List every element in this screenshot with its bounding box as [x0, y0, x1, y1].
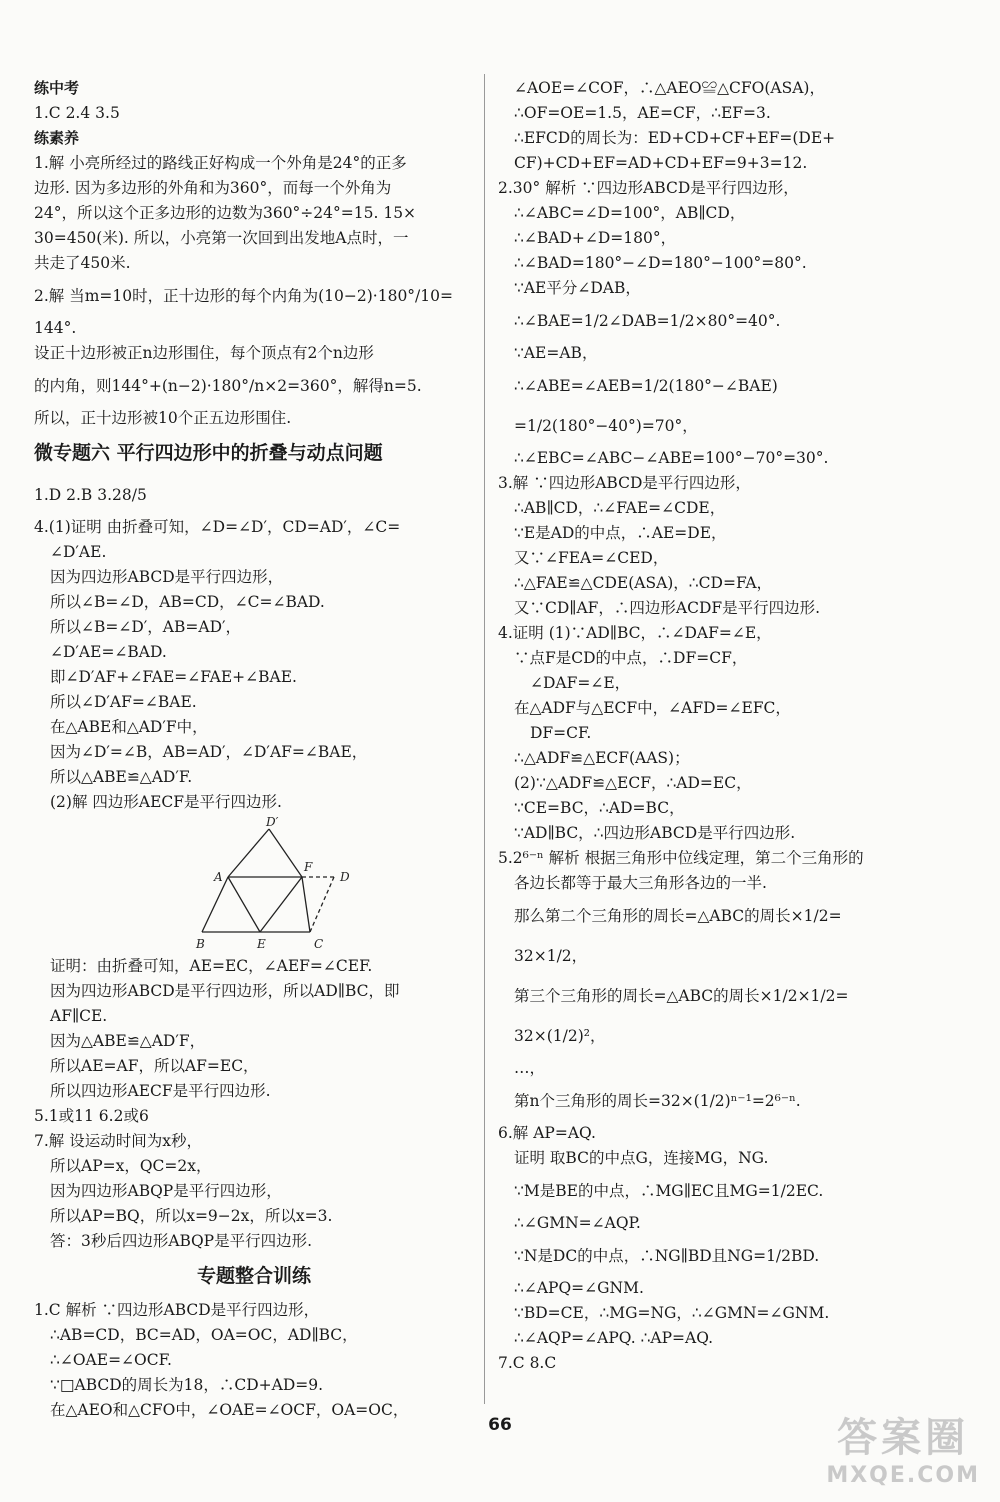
text-line: 所以∠B=∠D，AB=CD，∠C=∠BAD.	[50, 593, 325, 611]
text-line: 证明：由折叠可知，AE=EC，∠AEF=∠CEF.	[50, 957, 373, 975]
text-line: 144°.	[34, 319, 77, 337]
text-line: 32×(1/2)²，	[514, 1027, 606, 1045]
text-line: ∴∠OAE=∠OCF.	[50, 1351, 172, 1369]
text-line: 4.证明 (1)∵AD∥BC，∴∠DAF=∠E，	[498, 624, 772, 642]
right-column	[498, 76, 928, 1376]
watermark	[826, 1406, 980, 1488]
section-heading: 练素养	[34, 129, 80, 147]
text-line: 第n个三角形的周长=32×(1/2)ⁿ⁻¹=2⁶⁻ⁿ.	[514, 1092, 801, 1110]
text-line: ∵N是DC的中点，∴NG∥BD且NG=1/2BD.	[514, 1247, 820, 1265]
page-number: 66	[488, 1415, 512, 1435]
text-line: 因为△ABE≌△AD′F，	[50, 1032, 206, 1050]
figure-label: D′	[266, 817, 279, 829]
text-line: 所以△ABE≌△AD′F.	[50, 768, 193, 786]
text-line: 所以AE=AF，所以AF=EC，	[50, 1057, 259, 1075]
text-line: ∴∠BAD+∠D=180°，	[514, 229, 677, 247]
text-line: 所以AP=x，QC=2x，	[50, 1157, 212, 1175]
text-line: 1.C 解析 ∵四边形ABCD是平行四边形，	[34, 1301, 320, 1319]
text-line: 的内角，则144°+(n−2)·180°/n×2=360°，解得n=5.	[34, 377, 422, 395]
figure-segment-A-Dp	[228, 829, 269, 877]
figure-label: C	[314, 937, 324, 951]
text-line: 证明 取BC的中点G，连接MG，NG.	[514, 1149, 769, 1167]
text-line: ∴∠BAD=180°−∠D=180°−100°=80°.	[514, 254, 807, 272]
text-line: 在△ADF与△ECF中，∠AFD=∠EFC，	[514, 699, 791, 717]
figure-label: A	[214, 870, 223, 884]
text-line: 32×1/2，	[514, 947, 588, 965]
text-line: 30=450(米). 所以，小亮第一次回到出发地A点时，一	[34, 229, 409, 247]
text-line: …，	[514, 1059, 546, 1077]
column-divider	[484, 74, 485, 1404]
text-line: 2.解 当m=10时，正十边形的每个内角为(10−2)·180°/10=	[34, 287, 453, 305]
text-line: 1.D 2.B 3.28/5	[34, 486, 147, 504]
text-line: (2)∵△ADF≌△ECF，∴AD=EC，	[514, 774, 752, 792]
text-line: 在△ABE和△AD′F中，	[50, 718, 208, 736]
text-line: ∵CE=BC，∴AD=BC，	[514, 799, 685, 817]
figure-segment-A-B	[202, 877, 228, 932]
text-line: 所以四边形AECF是平行四边形.	[50, 1082, 271, 1100]
section-heading: 练中考	[34, 79, 80, 97]
text-line: 24°，所以这个正多边形的边数为360°÷24°=15. 15×	[34, 204, 417, 222]
text-line: ∵AE平分∠DAB，	[514, 279, 641, 297]
text-line: 第三个三角形的周长=△ABC的周长×1/2×1/2=	[514, 987, 849, 1005]
text-line: 又∵CD∥AF，∴四边形ACDF是平行四边形.	[514, 599, 821, 617]
text-line: ∠DAF=∠E，	[530, 674, 631, 692]
text-line: ∵M是BE的中点，∴MG∥EC且MG=1/2EC.	[514, 1182, 824, 1200]
figure-segment-D-C	[310, 877, 334, 932]
text-line: ∠D′AE.	[50, 543, 107, 561]
text-line: 1.C 2.4 3.5	[34, 104, 120, 122]
text-line: ∵AE=AB，	[514, 344, 598, 362]
text-line: 因为四边形ABCD是平行四边形，	[50, 568, 284, 586]
text-line: ∵BD=CE，∴MG=NG，∴∠GMN=∠GNM.	[514, 1304, 830, 1322]
text-line: 设正十边形被正n边形围住，每个顶点有2个n边形	[34, 344, 374, 362]
section-title: 微专题六 平行四边形中的折叠与动点问题	[34, 442, 383, 464]
text-line: ∴△FAE≌△CDE(ASA)，∴CD=FA，	[514, 574, 773, 592]
text-line: ∴∠ABC=∠D=100°，AB∥CD，	[514, 204, 746, 222]
text-line: CF)+CD+EF=AD+CD+EF=9+3=12.	[514, 154, 808, 172]
text-line: 在△AEO和△CFO中，∠OAE=∠OCF，OA=OC，	[50, 1401, 409, 1419]
text-line: 各边长都等于最大三角形各边的一半.	[514, 874, 767, 892]
text-line: 7.C 8.C	[498, 1354, 557, 1372]
text-line: 所以AP=BQ，所以x=9−2x，所以x=3.	[50, 1207, 333, 1225]
figure-segment-E-F	[260, 877, 302, 932]
section-title: 专题整合训练	[196, 1265, 311, 1287]
text-line: 因为∠D′=∠B，AB=AD′，∠D′AF=∠BAE，	[50, 743, 368, 761]
text-line: DF=CF.	[530, 724, 592, 742]
text-line: 3.解 ∵四边形ABCD是平行四边形，	[498, 474, 751, 492]
text-line: ∴∠GMN=∠AQP.	[514, 1214, 641, 1232]
text-line: 因为四边形ABQP是平行四边形，	[50, 1182, 282, 1200]
text-line: 因为四边形ABCD是平行四边形，所以AD∥BC，即	[50, 982, 400, 1000]
text-line: 5.1或11 6.2或6	[34, 1107, 149, 1125]
text-line: ∴∠BAE=1/2∠DAB=1/2×80°=40°.	[514, 312, 781, 330]
text-line: 共走了450米.	[34, 254, 131, 272]
figure-segment-Dp-F	[269, 829, 302, 877]
text-line: AF∥CE.	[50, 1007, 108, 1025]
text-line: ∠AOE=∠COF，∴△AEO≌△CFO(ASA)，	[514, 79, 825, 97]
text-line: =1/2(180°−40°)=70°，	[514, 417, 698, 435]
text-line: ∵E是AD的中点，∴AE=DE，	[514, 524, 727, 542]
text-line: ∴∠EBC=∠ABC−∠ABE=100°−70°=30°.	[514, 449, 829, 467]
text-line: 所以∠B=∠D′，AB=AD′，	[50, 618, 242, 636]
text-line: 2.30° 解析 ∵四边形ABCD是平行四边形，	[498, 179, 799, 197]
figure-segment-A-E	[228, 877, 260, 932]
text-line: 1.解 小亮所经过的路线正好构成一个外角是24°的正多	[34, 154, 407, 172]
text-line: ∴OF=OE=1.5，AE=CF，∴EF=3.	[514, 104, 771, 122]
watermark-url: MXQE.COM	[826, 1463, 980, 1488]
text-line: 所以∠D′AF=∠BAE.	[50, 693, 197, 711]
text-line: 即∠D′AF+∠FAE=∠FAE+∠BAE.	[50, 668, 297, 686]
text-line: 5.2⁶⁻ⁿ 解析 根据三角形中位线定理，第二个三角形的	[498, 849, 864, 867]
text-line: ∠D′AE=∠BAD.	[50, 643, 167, 661]
text-line: 答：3秒后四边形ABQP是平行四边形.	[50, 1232, 313, 1250]
folding-parallelogram-figure	[194, 817, 354, 952]
text-line: 6.解 AP=AQ.	[498, 1124, 596, 1142]
figure-label: B	[196, 937, 205, 951]
text-line: 那么第二个三角形的周长=△ABC的周长×1/2=	[514, 907, 842, 925]
text-line: 所以，正十边形被10个正五边形围住.	[34, 409, 292, 427]
figure-label: F	[304, 860, 313, 874]
text-line: 边形. 因为多边形的外角和为360°，而每一个外角为	[34, 179, 392, 197]
text-line: 4.(1)证明 由折叠可知，∠D=∠D′，CD=AD′，∠C=	[34, 518, 401, 536]
text-line: 又∵∠FEA=∠CED，	[514, 549, 669, 567]
text-line: ∴AB∥CD，∴∠FAE=∠CDE，	[514, 499, 726, 517]
figure-segment-F-C	[302, 877, 310, 932]
figure-label: E	[257, 937, 266, 951]
text-line: 7.解 设运动时间为x秒，	[34, 1132, 202, 1150]
left-column	[34, 76, 474, 1423]
watermark-logo-text: 答案圈	[837, 1415, 970, 1461]
text-line: ∵AD∥BC，∴四边形ABCD是平行四边形.	[514, 824, 796, 842]
text-line: ∴∠APQ=∠GNM.	[514, 1279, 644, 1297]
figure-label: D	[340, 870, 350, 884]
text-line: ∴EFCD的周长为：ED+CD+CF+EF=(DE+	[514, 129, 836, 147]
text-line: ∴∠ABE=∠AEB=1/2(180°−∠BAE)	[514, 377, 778, 395]
text-line: ∴AB=CD，BC=AD，OA=OC，AD∥BC，	[50, 1326, 358, 1344]
text-line: (2)解 四边形AECF是平行四边形.	[50, 793, 282, 811]
text-line: ∵□ABCD的周长为18，∴CD+AD=9.	[50, 1376, 324, 1394]
text-line: ∴∠AQP=∠APQ. ∴AP=AQ.	[514, 1329, 714, 1347]
text-line: ∴△ADF≌△ECF(AAS)；	[514, 749, 690, 767]
text-line: ∵点F是CD的中点，∴DF=CF，	[514, 649, 748, 667]
